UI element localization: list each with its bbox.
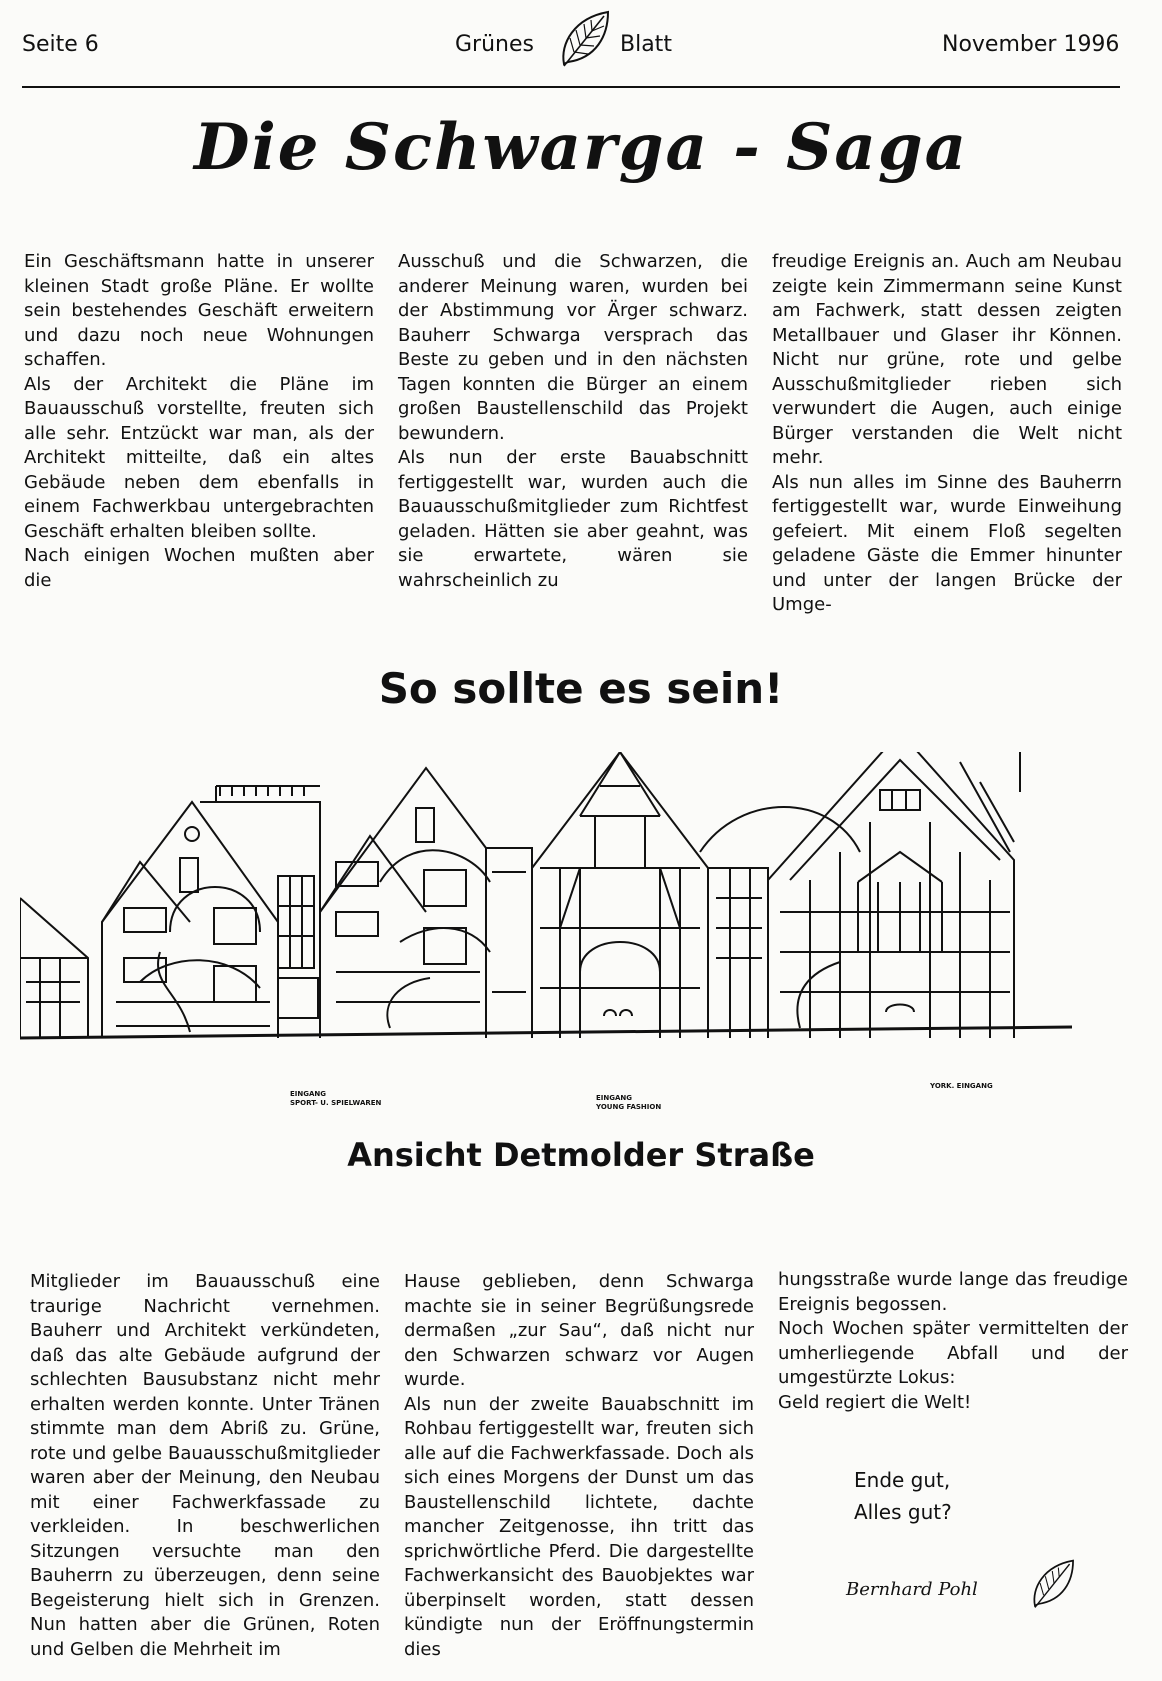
label-entrance-3: YORK. EINGANG (930, 1082, 993, 1090)
bottom-column-3 (778, 1268, 1128, 1415)
paragraph: Hause geblieben, denn Schwarga machte sie in seiner Begrüßungsrede dermaßen „zur Sau“, daß nicht nur den Schwarzen schwarz vor Augen wurde. (404, 1271, 754, 1390)
paragraph: Ausschuß und die Schwarzen, die anderer Meinung waren, wurden bei der Abstimmung vor Ärger schwarz. Bauherr Schwarga versprach das Beste zu geben und in den nächsten Tagen konnten die Bürger an einem großen Baustellenschild das Projekt bewundern. (398, 251, 748, 444)
label-text: EINGANG (290, 1090, 327, 1098)
header-rule (22, 86, 1120, 88)
paragraph: Als nun alles im Sinne des Bauherrn fertiggestellt war, wurde Einweihung gefeiert. Mit einem Floß segelten geladene Gäste die Emmer hinunter und unter der langen Brücke der Umge- (772, 471, 1122, 615)
issue-date: November 1996 (942, 32, 1120, 57)
bottom-column-2 (404, 1270, 754, 1662)
paragraph: Nach einigen Wochen mußten aber die (24, 545, 374, 591)
paragraph: Als nun der erste Bauabschnitt fertiggestellt war, wurden auch die Bauausschußmitglieder zum Richtfest geladen. Hätten sie aber geahnt, was sie erwartete, wären sie wahrscheinlich zu (398, 447, 748, 591)
paper-name-left: Grünes (455, 32, 534, 57)
street-facade-drawing (20, 752, 1072, 1072)
label-entrance-1 (290, 1090, 381, 1108)
label-text: YOUNG FASHION (596, 1103, 662, 1111)
page-number: Seite 6 (22, 32, 99, 57)
paragraph: freudige Ereignis an. Auch am Neubau zeigte kein Zimmermann seine Kunst am Fachwerk, statt dessen zeigten Metallbauer und Glaser ihr Können. Nicht nur grüne, rote und gelbe Ausschußmitglieder rieben sich verwundert die Augen, auch einige Bürger verstanden die Welt nicht mehr. (772, 251, 1122, 468)
paragraph: hungsstraße wurde lange das freudige Ereignis begossen. (778, 1269, 1128, 1315)
top-column-1 (24, 250, 374, 593)
ending-line-2: Alles gut? (854, 1500, 952, 1524)
top-column-3 (772, 250, 1122, 618)
top-column-2 (398, 250, 748, 593)
ending-line-1: Ende gut, (854, 1468, 951, 1492)
author-signature: Bernhard Pohl (846, 1579, 978, 1600)
label-entrance-2 (596, 1094, 661, 1112)
paragraph: Als nun der zweite Bauabschnitt im Rohbau fertiggestellt war, freuten sich alle auf die Fachwerkfassade. Doch als sich eines Morgens der Dunst um das Baustellenschild lichtete, dachte mancher Zeitgenosse, ihn tritt das sprichwörtliche Pferd. Die dargestellte Fachwerkansicht des Bauobjektes war überpinselt worden, statt dessen kündigte nun der Eröffnungstermin dies (404, 1393, 754, 1660)
illustration-heading: So sollte es sein! (378, 664, 784, 713)
paragraph: Ein Geschäftsmann hatte in unserer kleinen Stadt große Pläne. Er wollte sein bestehendes Geschäft erweitern und dazu noch neue Wohnungen schaffen. (24, 251, 374, 370)
leaf-icon (556, 8, 616, 70)
article-title: Die Schwarga - Saga (193, 110, 969, 185)
paragraph: Als der Architekt die Pläne im Bauausschuß vorstellte, freuten sich alle sehr. Entzückt war man, als der Architekt mitteilte, daß ein altes Gebäude neben dem ebenfalls in einem Fachwerkbau untergebrachten Geschäft erhalten bleiben sollte. (24, 373, 374, 542)
paragraph: Noch Wochen später vermittelten der umherliegende Abfall und der umgestürzte Lokus: (778, 1318, 1128, 1388)
ending-block (854, 1464, 952, 1528)
bottom-column-1 (30, 1270, 380, 1662)
paragraph: Mitglieder im Bauausschuß eine traurige Nachricht vernehmen. Bauherr und Architekt verkündeten, daß das alte Gebäude aufgrund der schlechten Bausubstanz nicht mehr erhalten werden konnte. Unter Tränen stimmte man dem Abriß zu. Grüne, rote und gelbe Bauausschußmitglieder waren aber der Meinung, den Neubau mit einer Fachwerkfassade zu verkleiden. In beschwerlichen Sitzungen versuchte man den Bauherrn zu überzeugen, denn seine Begeisterung hielt sich in Grenzen. Nun hatten aber die Grünen, Roten und Gelben die Mehrheit im (30, 1271, 380, 1660)
paper-name-right: Blatt (620, 32, 672, 57)
paragraph: Geld regiert die Welt! (778, 1391, 972, 1413)
illustration-caption: Ansicht Detmolder Straße (347, 1136, 815, 1174)
leaf-icon (1028, 1556, 1080, 1612)
label-text: SPORT- U. SPIELWAREN (290, 1099, 382, 1107)
label-text: EINGANG (596, 1094, 633, 1102)
